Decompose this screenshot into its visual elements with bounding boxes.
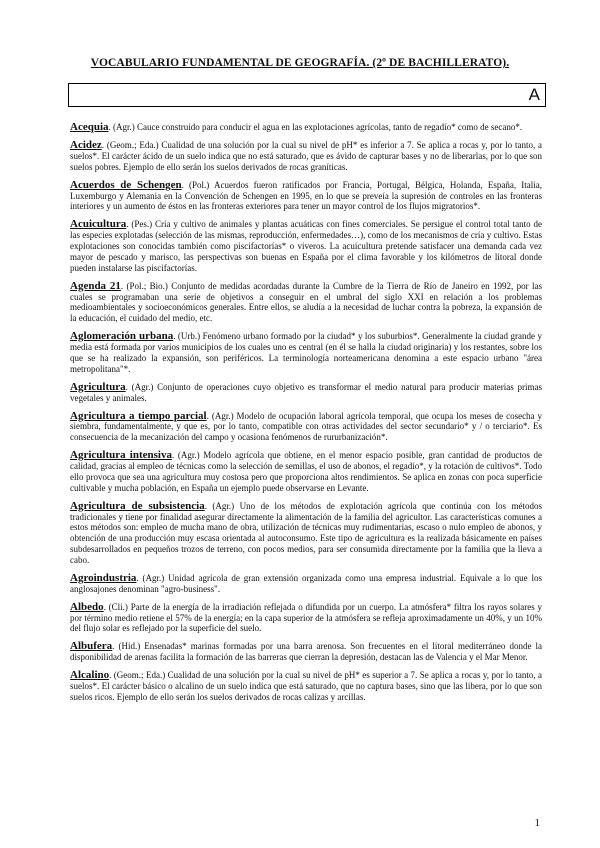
glossary-entry — [70, 180, 542, 212]
glossary-entry — [70, 602, 542, 634]
entry-definition: . (Hid.) Ensenadas* marinas formadas por una barra arenosa. Son frecuentes en el litoral mediterráneo donde la disponibilidad de arenas facilita la formación de las barreras que cierran la depresión, destacan las de Valencia y el Mar Menor. — [70, 641, 542, 663]
entry-term: Albedo — [70, 600, 104, 613]
document-title: VOCABULARIO FUNDAMENTAL DE GEOGRAFÍA. (2º DE BACHILLERATO). — [90, 57, 510, 69]
glossary-entry — [70, 281, 542, 324]
entry-term: Alcalino — [70, 669, 110, 682]
section-letter-box — [68, 83, 546, 107]
entry-definition: . (Urb.) Fenómeno urbano formado por la ciudad* y los suburbios*. Generalmente la ciudad grande y media está formada por varios municipios de los cuales uno es central (en él se halla la ciudad originaria) y los restantes, sobre los que se ha realizado la expansión, son periféricos. La terminología norteamericana denomina a este espacio urbano "área metropolitana"*. — [70, 331, 542, 374]
entry-term: Agricultura — [70, 380, 126, 393]
entry-term: Albufera — [70, 640, 113, 653]
glossary-entry — [70, 411, 542, 443]
section-letter: A — [528, 85, 540, 104]
entry-term: Agricultura de subsistencia — [70, 499, 205, 512]
entry-term: Acuerdos de Schengen — [70, 178, 182, 191]
glossary-entry — [70, 219, 542, 273]
entry-term: Acuicultura — [70, 218, 127, 231]
glossary-entry — [70, 122, 542, 133]
entry-definition: . (Agr.) Unidad agrícola de gran extensión organizada como una empresa industrial. Equivale a lo que los anglosajones denominan "agro-business". — [70, 572, 542, 594]
glossary-entry — [70, 450, 542, 493]
entry-definition: . (Cli.) Parte de la energía de la irradiación reflejada o difundida por un cuerpo. La atmósfera* filtra los rayos solares y por término medio retiene el 57% de la energía; en la capa superior de la atmósfera se refleja aproximadamente un 40%, y un 10% del flujo solar es reflejado por la superficie del suelo. — [70, 601, 542, 634]
glossary-entry — [70, 382, 542, 404]
glossary-entry — [70, 573, 542, 595]
entry-term: Agroindustria — [70, 571, 137, 584]
entry-term: Agricultura intensiva — [70, 449, 172, 462]
glossary-entry — [70, 641, 542, 663]
entry-definition: . (Geom.; Eda.) Cualidad de una solución por la cual su nivel de pH* es superior a 7. Se aplica a rocas y, por lo tanto, a suelos*. El carácter básico o alcalino de un suelo indica que está saturado, que no captura bases, sino que las libera, por lo que son suelos ricos. Ejemplo de ello serán los suelos derivados de rocas calizas y arcillas. — [70, 670, 542, 702]
page-number: 1 — [534, 817, 540, 829]
entry-term: Agricultura a tiempo parcial — [70, 409, 207, 422]
entry-definition: . (Agr.) Modelo agrícola que obtiene, en el menor espacio posible, gran cantidad de productos de calidad, gracias al empleo de técnicas como la selección de semillas, el uso de abonos, el regadío*, y la rotación de cultivos*. Todo ello provoca que sea una agricultura muy costosa pero que proporciona altos rendimientos. Se aplica en zonas con poca superficie cultivable y mucha población, en España un ejemplo puede observarse en Levante. — [70, 450, 542, 493]
entry-term: Aglomeración urbana — [70, 330, 174, 343]
entry-definition: . (Agr.) Uno de los métodos de explotación agrícola que continúa con los métodos tradicionales y tiene por finalidad asegurar directamente la alimentación de la familia del agricultor. Las características comunes a estos métodos son: empleo de mucha mano de obra, utilización de técnicas muy rudimentarias, escaso o nulo empleo de abonos, y obtención de una producción muy escasa orientada al autoconsumo. Este tipo de agricultura es la realizada básicamente en países subdesarrollados en pequeños trozos de terreno, con pocos medios, para ser consumida directamente por la familia que la lleva a cabo. — [70, 500, 542, 565]
glossary-entry — [70, 140, 542, 172]
entry-definition: . (Pol.) Acuerdos fueron ratificados por Francia, Portugal, Bélgica, Holanda, España, Italia, Luxemburgo y Alemania en la Convención de Schengen en 1995, en lo que se preveía la supresión de controles en las fronteras interiores y un aumento de éstos en las fronteras exteriores para tener un mayor control de los flujos migratorios*. — [70, 179, 542, 212]
glossary-entry — [70, 670, 542, 702]
entry-term: Acidez — [70, 139, 102, 152]
entry-definition: . (Pol.; Bio.) Conjunto de medidas acordadas durante la Cumbre de la Tierra de Río de Janeiro en 1992, por las cuales se programaban una serie de objetivos a conseguir en el umbral del siglo XXI en relación a los problemas medioambientales y socioeconómicos generales. Entre ellos, se aludía a la necesidad de luchar contra la pobreza, la expansión de la educación, el cuidado del medio, etc. — [70, 280, 542, 324]
glossary-entries — [70, 122, 542, 710]
entry-definition: . (Agr.) Conjunto de operaciones cuyo objetivo es transformar el medio natural para producir materias primas vegetales y animales. — [70, 381, 542, 403]
entry-term: Agenda 21 — [70, 279, 121, 292]
glossary-entry — [70, 501, 542, 566]
entry-term: Acequia — [70, 121, 109, 133]
entry-definition: . (Agr.) Modelo de ocupación laboral agrícola temporal, que ocupa los meses de cosecha y siembra, fundamentalmente, y que es, por lo tanto, compatible con otras actividades del sector secundario* y / o terciario*. Es consecuencia de la mecanización del campo y ocasiona fenómenos de rururbanización*. — [70, 410, 543, 443]
entry-definition: . (Agr.) Cauce construido para conducir el agua en las explotaciones agrícolas, tanto de regadío* como de secano*. — [108, 122, 523, 132]
glossary-entry — [70, 331, 542, 374]
entry-definition: . (Geom.; Eda.) Cualidad de una solución por la cual su nivel de pH* es inferior a 7. Se aplica a rocas y, por lo tanto, a suelos*. El carácter ácido de un suelo indica que no está saturado, que es ávido de capturar bases y no de liberarlas, por lo que son suelos pobres. Ejemplo de ello serán los suelos derivados de rocas graníticas. — [70, 140, 542, 172]
entry-definition: . (Pes.) Cría y cultivo de animales y plantas acuáticas con fines comerciales. Se persigue el control total tanto de las especies explotadas (selección de las mismas, reproducción, enfermedades…), como de los mecanismos de cría y cultivo. Estas explotaciones son conocidas también como piscifactorías* o viveros. La acuicultura pretende satisfacer una demanda cada vez mayor de pescado y marisco, las perspectivas son buenas en España por el clima favorable y los kilómetros de litoral donde pueden instalarse las piscifactorías. — [70, 219, 542, 273]
